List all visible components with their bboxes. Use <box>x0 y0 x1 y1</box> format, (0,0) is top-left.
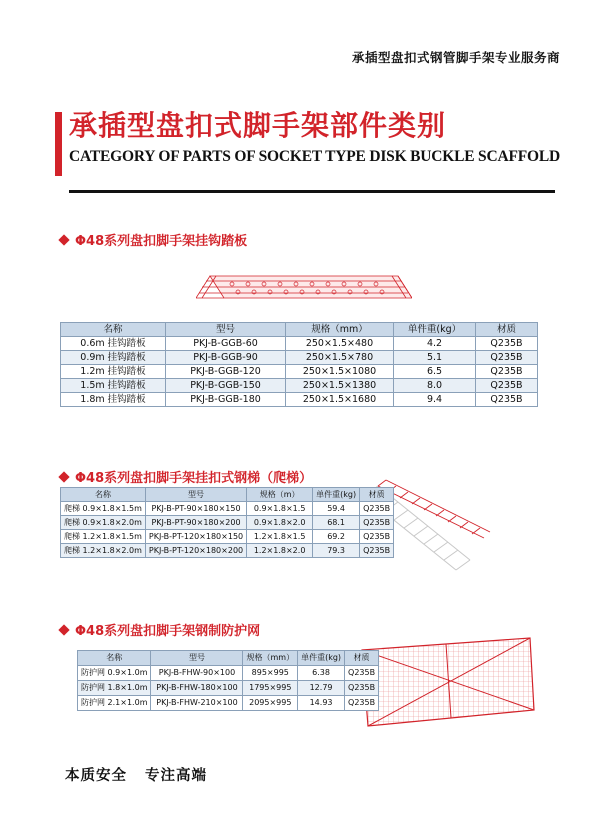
cell-material: Q235B <box>345 681 379 696</box>
safety-net-diagram <box>358 636 538 733</box>
cell-spec: 250×1.5×1380 <box>286 379 394 393</box>
cell-material: Q235B <box>360 544 394 558</box>
column-header: 单件重(kg） <box>394 323 476 337</box>
column-header: 单件重(kg) <box>313 488 360 502</box>
section-heading-3-label: Φ48系列盘扣脚手架钢制防护网 <box>75 624 261 639</box>
cell-name: 爬梯 1.2×1.8×2.0m <box>61 544 146 558</box>
cell-name: 0.6m 挂钩踏板 <box>61 337 166 351</box>
cell-model: PKJ-B-FHW-90×100 <box>151 666 243 681</box>
column-header: 名称 <box>78 651 151 666</box>
cell-spec: 1795×995 <box>243 681 298 696</box>
safety-net-table <box>77 650 379 711</box>
table-row <box>61 544 394 558</box>
cell-name: 爬梯 0.9×1.8×1.5m <box>61 502 146 516</box>
cell-spec: 0.9×1.8×2.0 <box>247 516 313 530</box>
cell-material: Q235B <box>476 393 538 407</box>
hook-plank-table <box>60 322 538 407</box>
cell-material: Q235B <box>476 351 538 365</box>
cell-spec: 1.2×1.8×1.5 <box>247 530 313 544</box>
cell-weight: 68.1 <box>313 516 360 530</box>
table-row <box>61 379 538 393</box>
cell-weight: 8.0 <box>394 379 476 393</box>
cell-spec: 250×1.5×1080 <box>286 365 394 379</box>
column-header: 单件重(kg) <box>298 651 345 666</box>
table-row <box>61 351 538 365</box>
cell-name: 1.5m 挂钩踏板 <box>61 379 166 393</box>
cell-material: Q235B <box>476 365 538 379</box>
cell-material: Q235B <box>360 530 394 544</box>
title-divider <box>69 190 555 193</box>
table-row <box>78 681 379 696</box>
column-header: 材质 <box>345 651 379 666</box>
cell-weight: 6.38 <box>298 666 345 681</box>
cell-weight: 59.4 <box>313 502 360 516</box>
cell-name: 1.8m 挂钩踏板 <box>61 393 166 407</box>
cell-name: 防护网 2.1×1.0m <box>78 696 151 711</box>
cell-spec: 250×1.5×480 <box>286 337 394 351</box>
cell-model: PKJ-B-PT-120×180×200 <box>145 544 246 558</box>
table-row <box>61 337 538 351</box>
table-row <box>78 696 379 711</box>
table-row <box>61 365 538 379</box>
table-row <box>61 516 394 530</box>
section-heading-2 <box>60 467 312 486</box>
table-header-row <box>78 651 379 666</box>
cell-name: 爬梯 1.2×1.8×1.5m <box>61 530 146 544</box>
footer-slogan <box>65 764 207 785</box>
title-accent-bar <box>55 112 62 176</box>
cell-model: PKJ-B-FHW-180×100 <box>151 681 243 696</box>
table-row <box>61 393 538 407</box>
cell-material: Q235B <box>360 502 394 516</box>
column-header: 材质 <box>360 488 394 502</box>
cell-weight: 69.2 <box>313 530 360 544</box>
hook-plank-diagram <box>196 262 412 317</box>
cell-name: 1.2m 挂钩踏板 <box>61 365 166 379</box>
ladder-table <box>60 487 394 558</box>
cell-weight: 4.2 <box>394 337 476 351</box>
column-header: 型号 <box>151 651 243 666</box>
page-title <box>55 108 569 166</box>
cell-spec: 250×1.5×1680 <box>286 393 394 407</box>
cell-spec: 895×995 <box>243 666 298 681</box>
table-row <box>78 666 379 681</box>
footer-right-text: 专注高端 <box>145 768 207 784</box>
column-header: 规格（mm） <box>286 323 394 337</box>
cell-weight: 79.3 <box>313 544 360 558</box>
title-english: CATEGORY OF PARTS OF SOCKET TYPE DISK BUCKLE SCAFFOLD <box>69 148 560 165</box>
diamond-bullet-icon <box>58 234 69 245</box>
column-header: 规格（mm） <box>243 651 298 666</box>
cell-spec: 0.9×1.8×1.5 <box>247 502 313 516</box>
cell-model: PKJ-B-PT-120×180×150 <box>145 530 246 544</box>
cell-model: PKJ-B-GGB-150 <box>166 379 286 393</box>
cell-weight: 12.79 <box>298 681 345 696</box>
column-header: 规格（m） <box>247 488 313 502</box>
diamond-bullet-icon <box>58 624 69 635</box>
column-header: 名称 <box>61 488 146 502</box>
cell-weight: 14.93 <box>298 696 345 711</box>
section-heading-3 <box>60 620 260 639</box>
cell-name: 防护网 1.8×1.0m <box>78 681 151 696</box>
cell-model: PKJ-B-GGB-120 <box>166 365 286 379</box>
column-header: 材质 <box>476 323 538 337</box>
cell-material: Q235B <box>345 696 379 711</box>
section-heading-2-label: Φ48系列盘扣脚手架挂扣式钢梯（爬梯） <box>75 471 313 486</box>
cell-model: PKJ-B-PT-90×180×150 <box>145 502 246 516</box>
column-header: 型号 <box>145 488 246 502</box>
cell-name: 防护网 0.9×1.0m <box>78 666 151 681</box>
cell-model: PKJ-B-PT-90×180×200 <box>145 516 246 530</box>
cell-material: Q235B <box>345 666 379 681</box>
table-header-row <box>61 323 538 337</box>
table-row <box>61 530 394 544</box>
cell-weight: 9.4 <box>394 393 476 407</box>
table-header-row <box>61 488 394 502</box>
cell-material: Q235B <box>476 379 538 393</box>
cell-spec: 1.2×1.8×2.0 <box>247 544 313 558</box>
cell-name: 0.9m 挂钩踏板 <box>61 351 166 365</box>
cell-spec: 2095×995 <box>243 696 298 711</box>
cell-model: PKJ-B-GGB-60 <box>166 337 286 351</box>
cell-model: PKJ-B-FHW-210×100 <box>151 696 243 711</box>
cell-model: PKJ-B-GGB-90 <box>166 351 286 365</box>
cell-weight: 5.1 <box>394 351 476 365</box>
diamond-bullet-icon <box>58 471 69 482</box>
cell-weight: 6.5 <box>394 365 476 379</box>
cell-material: Q235B <box>476 337 538 351</box>
section-heading-1-label: Φ48系列盘扣脚手架挂钩踏板 <box>75 234 248 249</box>
column-header: 名称 <box>61 323 166 337</box>
footer-left-text: 本质安全 <box>65 768 127 784</box>
section-heading-1 <box>60 230 247 249</box>
cell-material: Q235B <box>360 516 394 530</box>
title-chinese: 承插型盘扣式脚手架部件类别 <box>69 109 447 142</box>
header-slogan: 承插型盘扣式钢管脚手架专业服务商 <box>351 50 560 65</box>
table-row <box>61 502 394 516</box>
cell-name: 爬梯 0.9×1.8×2.0m <box>61 516 146 530</box>
cell-spec: 250×1.5×780 <box>286 351 394 365</box>
cell-model: PKJ-B-GGB-180 <box>166 393 286 407</box>
column-header: 型号 <box>166 323 286 337</box>
